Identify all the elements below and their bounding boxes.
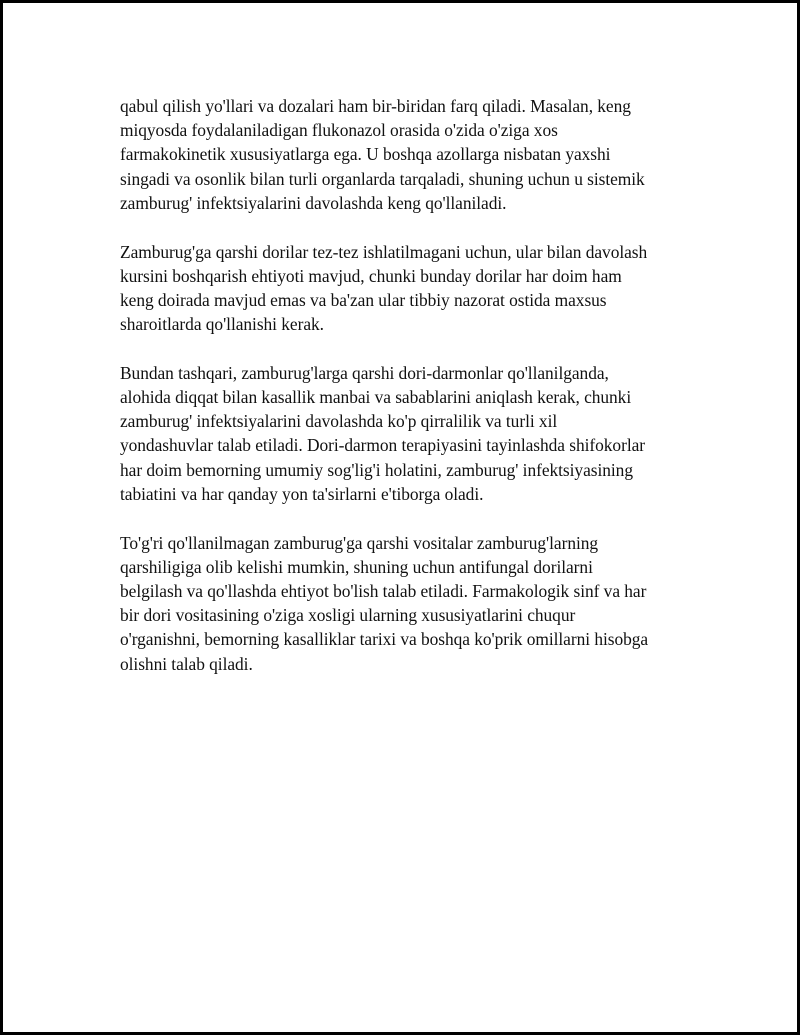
paragraph-3 xyxy=(120,361,690,506)
text-line: keng doirada mavjud emas va ba'zan ular tibbiy nazorat ostida maxsus xyxy=(120,289,607,310)
paragraph-1 xyxy=(120,94,690,215)
text-line: Bundan tashqari, zamburug'larga qarshi dori-darmonlar qo'llanilganda, xyxy=(120,362,609,383)
text-line: farmakokinetik xususiyatlarga ega. U boshqa azollarga nisbatan yaxshi xyxy=(120,144,611,165)
text-line: belgilash va qo'llashda ehtiyot bo'lish talab etiladi. Farmakologik sinf va har xyxy=(120,580,647,601)
paragraph-4 xyxy=(120,531,690,676)
text-line: Zamburug'ga qarshi dorilar tez-tez ishlatilmagani uchun, ular bilan davolash xyxy=(120,241,648,262)
text-line: zamburug' infektsiyalarini davolashda ko'p qirralilik va turli xil xyxy=(120,411,558,432)
text-line: singadi va osonlik bilan turli organlarda tarqaladi, shuning uchun u sistemik xyxy=(120,168,645,189)
text-line: qabul qilish yo'llari va dozalari ham bir-biridan farq qiladi. Masalan, keng xyxy=(120,96,631,116)
text-line: To'g'ri qo'llanilmagan zamburug'ga qarshi vositalar zamburug'larning xyxy=(120,532,599,553)
text-line: o'rganishni, bemorning kasalliklar tarixi va boshqa ko'prik omillarni hisobga xyxy=(120,629,649,650)
text-line: qarshiligiga olib kelishi mumkin, shuning uchun antifungal dorilarni xyxy=(120,556,593,577)
text-line: tabiatini va har qanday yon ta'sirlarni e'tiborga oladi. xyxy=(120,483,484,504)
text-line: sharoitlarda qo'llanishi kerak. xyxy=(120,314,324,335)
text-line: har doim bemorning umumiy sog'lig'i holatini, zamburug' infektsiyasining xyxy=(120,459,633,480)
text-line: kursini boshqarish ehtiyoti mavjud, chunki bunday dorilar har doim ham xyxy=(120,265,622,286)
document-body xyxy=(120,94,690,700)
text-line: olishni talab qiladi. xyxy=(120,653,253,674)
text-line: zamburug' infektsiyalarini davolashda keng qo'llaniladi. xyxy=(120,192,507,213)
text-line: alohida diqqat bilan kasallik manbai va sabablarini aniqlash kerak, chunki xyxy=(120,387,632,408)
text-line: bir dori vositasining o'ziga xosligi ularning xususiyatlarini chuqur xyxy=(120,605,576,626)
text-line: yondashuvlar talab etiladi. Dori-darmon terapiyasini tayinlashda shifokorlar xyxy=(120,435,646,456)
paragraph-2 xyxy=(120,240,690,337)
text-line: miqyosda foydalaniladigan flukonazol orasida o'zida o'ziga xos xyxy=(120,120,558,141)
